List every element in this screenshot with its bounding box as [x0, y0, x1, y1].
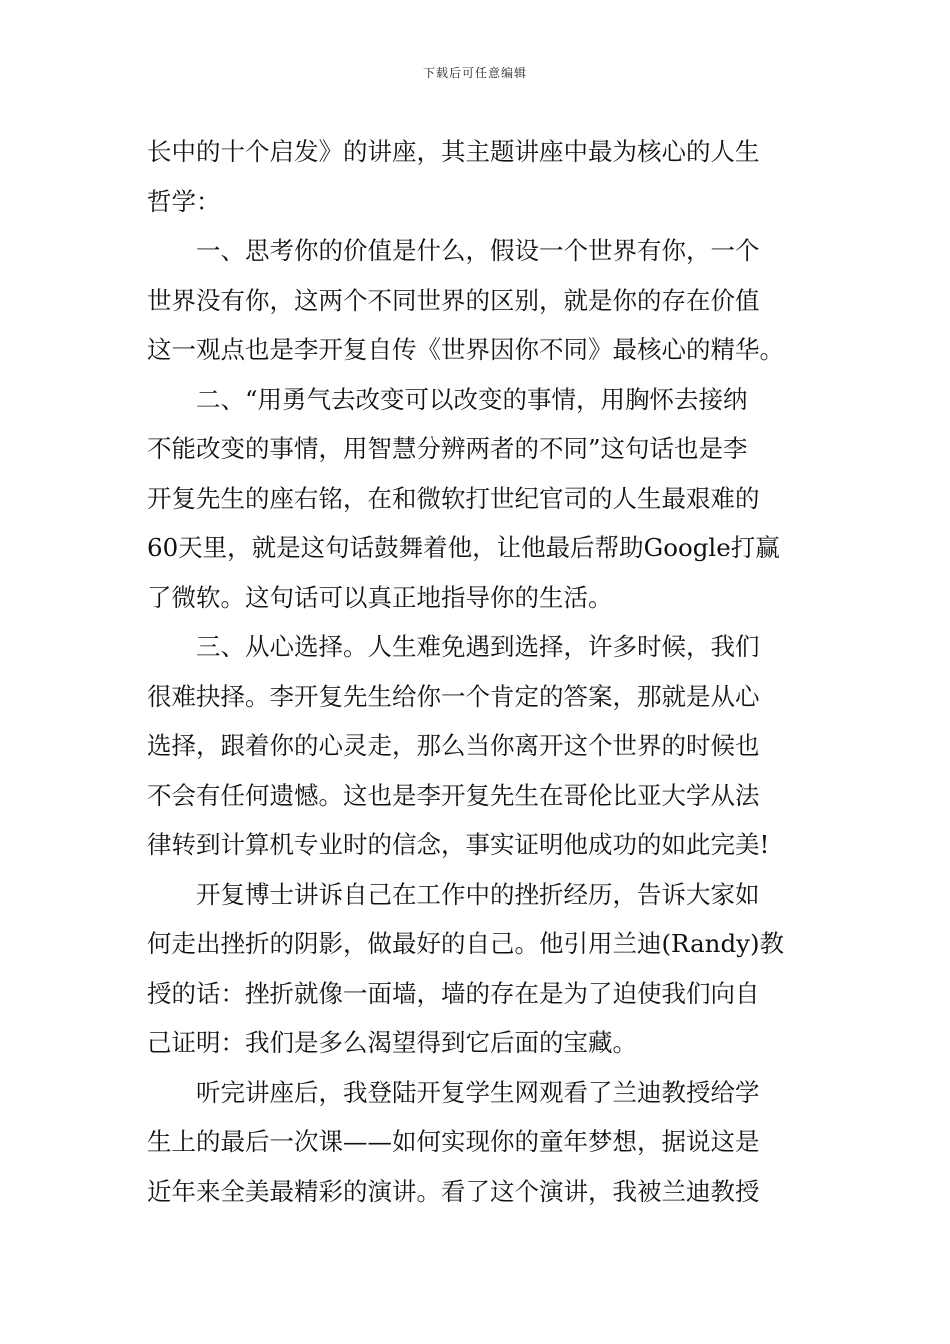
text-line: 了微软。这句话可以真正地指导你的生活。 [147, 582, 613, 612]
text-line: 授的话：挫折就像一面墙，墙的存在是为了迫使我们向自 [147, 978, 760, 1008]
text-line: 开复博士讲诉自己在工作中的挫折经历，告诉大家如 [196, 879, 760, 909]
page-header: 下载后可任意编辑 [422, 66, 527, 80]
text-line: 哲学： [147, 186, 221, 216]
text-line: 何走出挫折的阴影，做最好的自己。他引用兰迪(Randy)教 [147, 929, 785, 958]
text-line: 不能改变的事情，用智慧分辨两者的不同”这句话也是李 [147, 434, 748, 463]
text-line: 选择，跟着你的心灵走，那么当你离开这个世界的时候也 [147, 731, 760, 760]
text-line: 世界没有你，这两个不同世界的区别，就是你的存在价值 [147, 285, 760, 315]
text-line: 长中的十个启发》的讲座，其主题讲座中最为核心的人生 [147, 137, 760, 166]
document-body [147, 127, 809, 1216]
text-line: 律转到计算机专业时的信念，事实证明他成功的如此完美! [147, 830, 770, 859]
text-line: 开复先生的座右铭，在和微软打世纪官司的人生最艰难的 [147, 483, 760, 513]
text-line: 二、“用勇气去改变可以改变的事情，用胸怀去接纳 [196, 384, 748, 414]
text-line: 不会有任何遗憾。这也是李开复先生在哥伦比亚大学从法 [147, 780, 760, 810]
text-line: 很难抉择。李开复先生给你一个肯定的答案，那就是从心 [147, 681, 760, 711]
text-line: 这一观点也是李开复自传《世界因你不同》最核心的精华。 [147, 335, 784, 364]
text-line: 生上的最后一次课——如何实现你的童年梦想，据说这是 [147, 1127, 760, 1156]
text-line: 己证明：我们是多么渴望得到它后面的宝藏。 [147, 1028, 637, 1057]
text-line: 60天里，就是这句话鼓舞着他，让他最后帮助Google打赢 [147, 533, 780, 562]
text-line: 听完讲座后，我登陆开复学生网观看了兰迪教授给学 [196, 1077, 760, 1107]
text-line: 一、思考你的价值是什么，假设一个世界有你，一个 [196, 236, 760, 265]
text-line: 三、从心选择。人生难免遇到选择，许多时候，我们 [196, 632, 760, 661]
text-line: 近年来全美最精彩的演讲。看了这个演讲，我被兰迪教授 [147, 1176, 760, 1206]
